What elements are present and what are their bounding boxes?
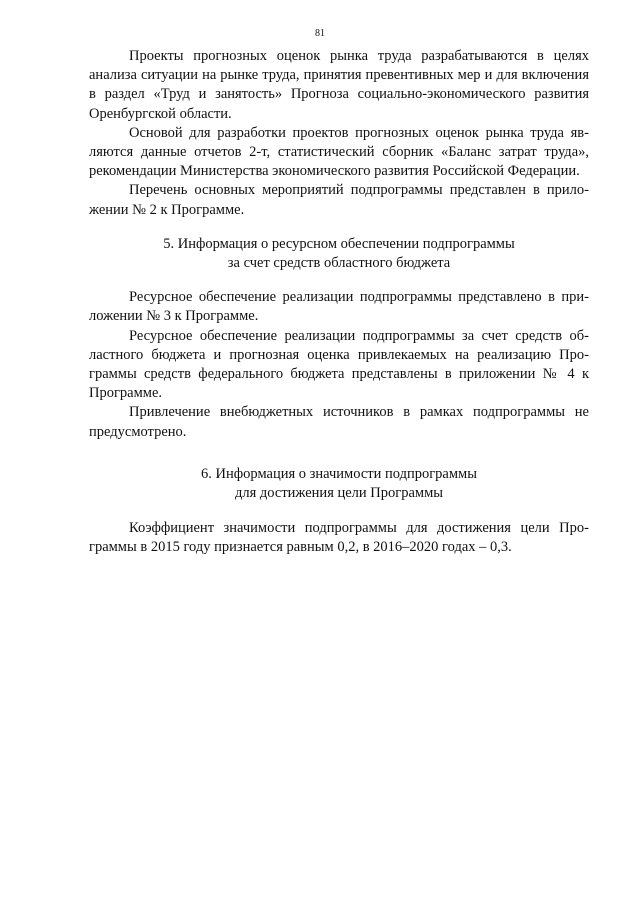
paragraph-resource-appendix-3: Ресурсное обеспечение реализации подпрограммы представлено в приложении № 3 к Программе.	[89, 289, 589, 325]
section-5-heading-line-2: за счет средств областного бюджета	[227, 255, 451, 272]
paragraph-resource-appendix-4: Ресурсное обеспечение реализации подпрограммы за счет средств областного бюджета и прогнозная оценка привлекаемых на реализацию Программы средств федерального бюджета представлены в приложении № 4 к Программе.	[89, 327, 589, 402]
section-5	[89, 235, 589, 442]
document-body	[89, 47, 589, 558]
paragraph-extrabudgetary: Привлечение внебюджетных источников в рамках подпрограммы не предусмотрено.	[89, 404, 589, 440]
page-number: 81	[315, 28, 325, 39]
paragraph-activities-list: Перечень основных мероприятий подпрограммы представлен в приложении № 2 к Программе.	[89, 182, 589, 218]
paragraph-forecast-basis: Основой для разработки проектов прогнозных оценок рынка труда являются данные отчетов 2-т, статистический сборник «Баланс затрат труда», рекомендации Министерства экономического развития Российской Федерации.	[89, 124, 589, 180]
section-6-heading	[89, 465, 589, 503]
section-4-tail	[89, 47, 589, 220]
paragraph-forecast-projects: Проекты прогнозных оценок рынка труда разрабатываются в целях анализа ситуации на рынке труда, принятия превентивных мер и для включения в раздел «Труд и занятость» Прогноза социально-экономического развития Оренбургской области.	[89, 48, 589, 122]
section-5-heading	[89, 235, 589, 273]
section-6-heading-line-1: 6. Информация о значимости подпрограммы	[201, 465, 477, 482]
section-5-heading-line-1: 5. Информация о ресурсном обеспечении подпрограммы	[163, 235, 515, 252]
section-6-heading-line-2: для достижения цели Программы	[234, 485, 444, 502]
section-6	[89, 465, 589, 558]
paragraph-significance-coefficient: Коэффициент значимости подпрограммы для достижения цели Программы в 2015 году признается равным 0,2, в 2016–2020 годах – 0,3.	[89, 520, 589, 556]
